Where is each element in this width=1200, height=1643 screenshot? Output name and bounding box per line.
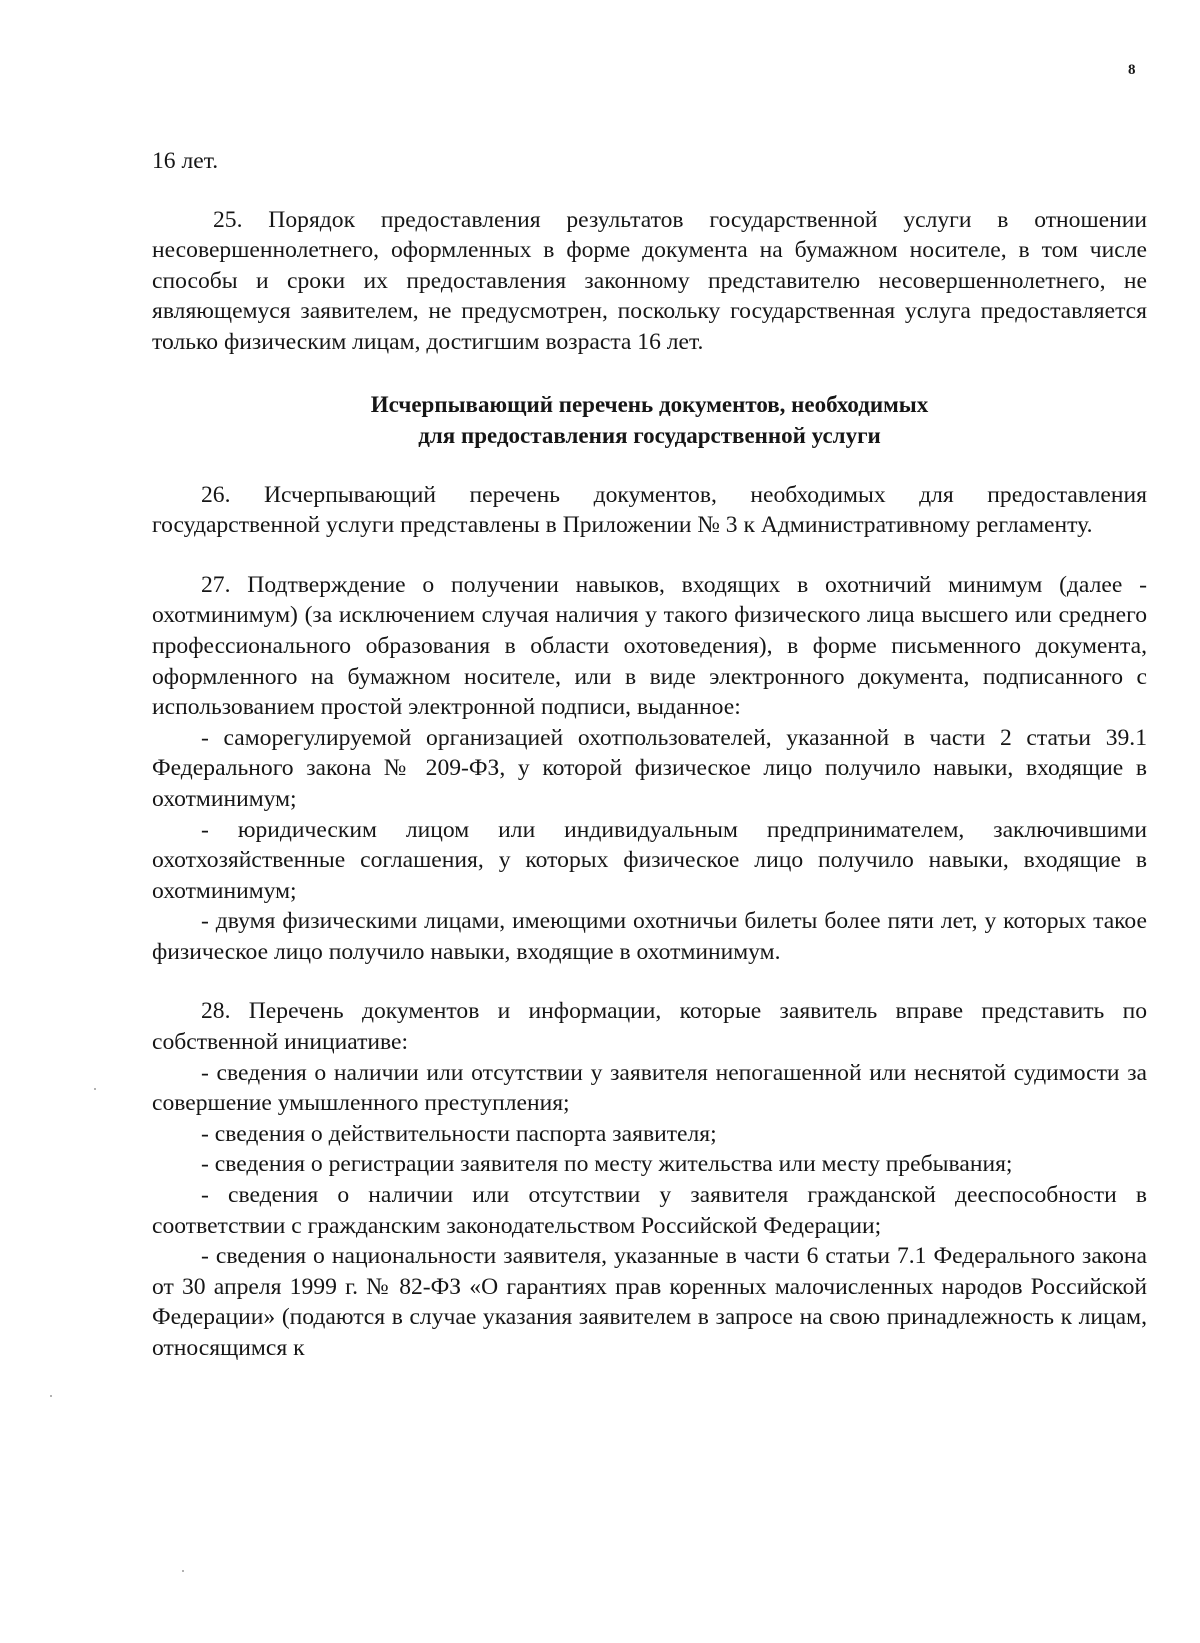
paragraph-27-item: - двумя физическими лицами, имеющими охотничьи билеты более пяти лет, у которых такое физическое лицо получило навыки, входящие в охотминимум. (152, 908, 1147, 965)
paragraph-27-item: - юридическим лицом или индивидуальным предпринимателем, заключившими охотхозяйственные соглашения, у которых физическое лицо получило навыки, входящие в охотминимум; (152, 816, 1147, 904)
page-number: 8 (1128, 62, 1136, 78)
paragraph-28-item: - сведения о национальности заявителя, указанные в части 6 статьи 7.1 Федерального закона от 30 апреля 1999 г. № 82-ФЗ «О гарантиях прав коренных малочисленных народов Российской Федерации» (подаются в случае указания заявителем в запросе на свою принадлежность к лицам, относящимся к (152, 1243, 1147, 1361)
paragraph-27: 27. Подтверждение о получении навыков, входящих в охотничий минимум (далее - охотминимум) (за исключением случая наличия у такого физического лица высшего или среднего профессионального образования в области охотоведения), в форме письменного документа, оформленного на бумажном носителе, или в виде электронного документа, подписанного с использованием простой электронной подписи, выданное: (152, 571, 1147, 721)
intro-line: 16 лет. (152, 148, 219, 174)
spacer (152, 967, 1147, 996)
spacer (152, 177, 1147, 205)
spacer (152, 541, 1147, 570)
section-heading-line-2: для предоставления государственной услуги (418, 422, 881, 448)
spacer (152, 358, 1147, 389)
paragraph-28: 28. Перечень документов и информации, которые заявитель вправе представить по собственной инициативе: (152, 998, 1147, 1056)
scan-speck (182, 1570, 184, 1572)
paragraph-27-item: - саморегулируемой организацией охотпользователей, указанной в части 2 статьи 39.1 Федерального закона № 209-ФЗ, у которой физическое лицо получило навыки, входящие в охотминимум; (152, 724, 1147, 812)
scan-speck (94, 1088, 96, 1090)
scan-speck (50, 1395, 52, 1397)
paragraph-28-item: - сведения о действительности паспорта заявителя; (201, 1120, 717, 1147)
document-body (152, 146, 1147, 1364)
paragraph-28-item: - сведения о наличии или отсутствии у заявителя непогашенной или неснятой судимости за совершение умышленного преступления; (152, 1059, 1147, 1117)
paragraph-28-item: - сведения о регистрации заявителя по месту жительства или месту пребывания; (201, 1151, 1013, 1178)
paragraph-26: 26. Исчерпывающий перечень документов, необходимых для предоставления государственной услуги представлены в Приложении № 3 к Административному регламенту. (152, 481, 1147, 539)
section-heading-line-1: Исчерпывающий перечень документов, необходимых (370, 391, 929, 417)
paragraph-28-item: - сведения о наличии или отсутствии у заявителя гражданской дееспособности в соответствии с гражданским законодательством Российской Федерации; (152, 1182, 1147, 1239)
spacer (152, 451, 1147, 480)
paragraph-25: 25. Порядок предоставления результатов государственной услуги в отношении несовершеннолетнего, оформленных в форме документа на бумажном носителе, в том числе способы и сроки их предоставления законному представителю несовершеннолетнего, не являющемуся заявителем, не предусмотрен, поскольку государственная услуга предоставляется только физическим лицам, достигшим возраста 16 лет. (152, 206, 1147, 355)
